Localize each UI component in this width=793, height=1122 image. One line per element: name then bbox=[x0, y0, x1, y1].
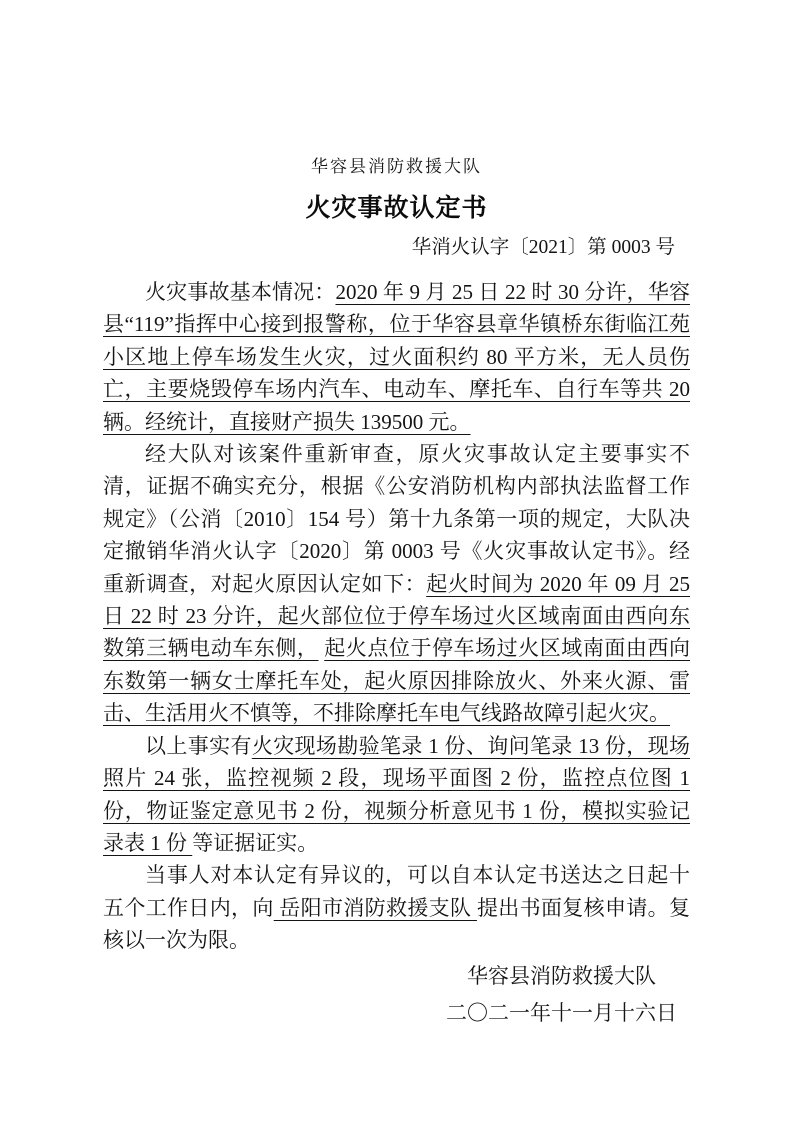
document-body bbox=[103, 276, 690, 957]
signature-block bbox=[446, 958, 677, 1032]
p3-lead-text: 以上事实有 bbox=[145, 733, 252, 758]
p1-lead-text: 火灾事故基本情况： bbox=[145, 280, 336, 304]
p2-underlined-text-1: 起火时间为 2020 年 09 月 25 日 22 时 23 分许，起火部位位于停车场过火区域南面由西向东数第三辆电动车东侧， bbox=[103, 571, 691, 661]
p4-lead-text: 当事人对本认定有异议的，可以自本认定书送达之日起十五个工作日内，向 bbox=[103, 863, 690, 920]
paragraph-appeal-notice bbox=[103, 859, 690, 956]
paragraph-evidence-list bbox=[103, 730, 690, 860]
p2-plain-text: 经大队对该案件重新审查，原火灾事故认定主要事实不清，证据不确实充分，根据《公安消防机构内部执法监督工作规定》（公消〔2010〕154 号）第十九条第一项的规定，大队决定撤销华消火认字〔2020〕第 0003 号《火灾事故认定书》。经重新调查，对起火原因认定如下： bbox=[103, 442, 690, 596]
paragraph-review-decision bbox=[103, 438, 690, 730]
p4-underlined-text: 岳阳市消防救援支队 bbox=[273, 895, 477, 920]
document-title: 火灾事故认定书 bbox=[305, 194, 488, 222]
p2-underlined-text-2: 起火点位于停车场过火区域南面由西向东数第一辆女士摩托车处，起火原因排除放火、外来火源、雷击、生活用火不慎等，不排除摩托车电气线路故障引起火灾。 bbox=[103, 636, 691, 726]
document-number: 华消火认字〔2021〕第 0003 号 bbox=[411, 237, 675, 258]
org-header-line: 华容县消防救援大队 bbox=[311, 157, 482, 176]
p1-underlined-text: 2020 年 9 月 25 日 22 时 30 分许，华容县“119”指挥中心接到报警称，位于华容县章华镇桥东街临江苑小区地上停车场发生火灾，过火面积约 80 平方米，无人员伤亡，主要烧毁停车场内汽车、电动车、摩托车、自行车等共 20 辆。经统计，直接财产损失 139500 元。 bbox=[103, 280, 691, 434]
p4-tail-text: 提出书面复核申请。复核以一次为限。 bbox=[103, 895, 691, 953]
p3-tail-text: 等证据证实。 bbox=[192, 830, 319, 855]
paragraph-basic-situation bbox=[103, 276, 690, 438]
p3-underlined-text: 火灾现场勘验笔录 1 份、询问笔录 13 份，现场照片 24 张，监控视频 2 段，现场平面图 2 份，监控点位图 1 份，物证鉴定意见书 2 份，视频分析意见书 1 份，模拟实验记录表 1 份 bbox=[103, 733, 690, 855]
signature-org-name: 华容县消防救援大队 bbox=[467, 964, 656, 988]
signature-date: 二〇二一年十一月十六日 bbox=[446, 1001, 677, 1025]
